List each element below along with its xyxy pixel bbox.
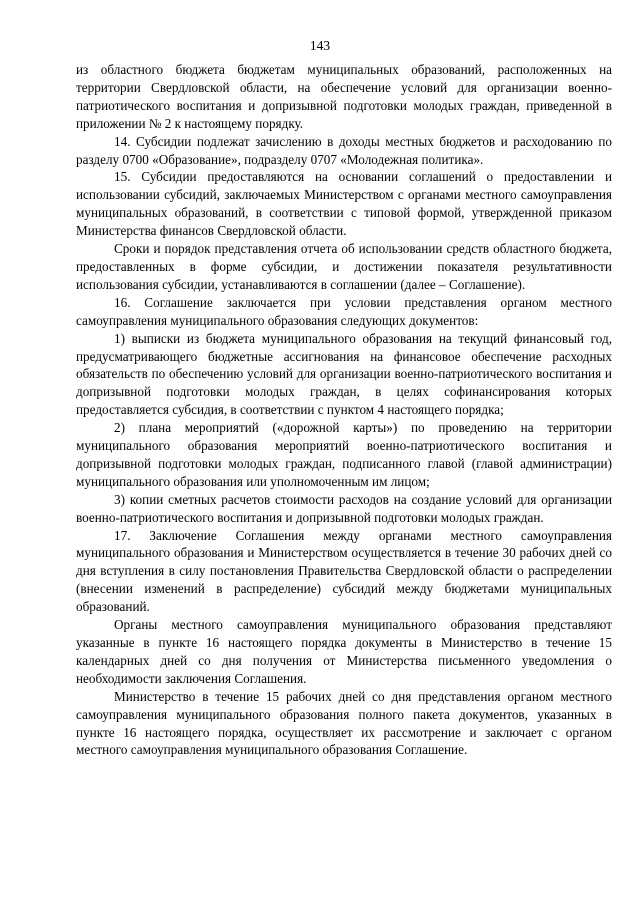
paragraph-documents-submission: Органы местного самоуправления муниципального образования представляют указанные в пункте 16 настоящего порядка документы в Министерство в течение 15 календарных дней со дня получения от Министерства письменного уведомления о необходимости заключения Соглашения. <box>76 617 612 686</box>
paragraph-item-15: 15. Субсидии предоставляются на основании соглашений о предоставлении и использовании субсидий, заключаемых Министерством с органами местного самоуправления муниципальных образований, в соответствии с типовой формой, утвержденной приказом Министерства финансов Свердловской области. <box>76 169 612 239</box>
paragraph-continuation: из областного бюджета бюджетам муниципальных образований, расположенных на территории Свердловской области, на обеспечение условий для организации военно-патриотического воспитания и допризывной подготовки молодых граждан, приведенной в приложении № 2 к настоящему порядку. <box>76 62 612 131</box>
paragraph-ministry-review: Министерство в течение 15 рабочих дней со дня представления органом местного самоуправления муниципального образования полного пакета документов, указанных в пункте 16 настоящего порядка, осуществляет их рассмотрение и заключает с органом местного самоуправления муниципального образования Соглашение. <box>76 688 612 758</box>
paragraph-item-14: 14. Субсидии подлежат зачислению в доходы местных бюджетов и расходованию по разделу 0700 «Образование», подразделу 0707 «Молодежная политика». <box>76 133 612 167</box>
paragraph-subitem-3: 3) копии сметных расчетов стоимости расходов на создание условий для организации военно-патриотического воспитания и допризывной подготовки молодых граждан. <box>76 491 612 525</box>
paragraph-item-16: 16. Соглашение заключается при условии представления органом местного самоуправления муниципального образования следующих документов: <box>76 294 612 328</box>
paragraph-subitem-2: 2) плана мероприятий («дорожной карты») по проведению на территории муниципального образования мероприятий военно-патриотического воспитания и допризывной подготовки молодых граждан, подписанного главой (главой администрации) муниципального образования или уполномоченным им лицом; <box>76 420 612 489</box>
page-number: 143 <box>309 38 331 53</box>
paragraph-reporting-terms: Сроки и порядок представления отчета об использовании средств областного бюджета, предоставленных в форме субсидии, и достижении показателя результативности использования субсидии, устанавливаются в соглашении (далее – Соглашение). <box>76 241 612 292</box>
document-body <box>76 61 612 759</box>
paragraph-item-17: 17. Заключение Соглашения между органами местного самоуправления муниципального образования и Министерством осуществляется в течение 30 рабочих дней со дня вступления в силу постановления Правительства Свердловской области о распределении (внесении изменений в распределение) субсидий между бюджетами муниципальных образований. <box>76 527 612 615</box>
paragraph-subitem-1: 1) выписки из бюджета муниципального образования на текущий финансовый год, предусматривающего бюджетные ассигнования на финансовое обеспечение расходных обязательств по обеспечению условий для организации военно-патриотического воспитания и допризывной подготовки молодых граждан, в целях софинансирования которых предоставляется субсидия, в соответствии с пунктом 4 настоящего порядка; <box>76 330 612 418</box>
